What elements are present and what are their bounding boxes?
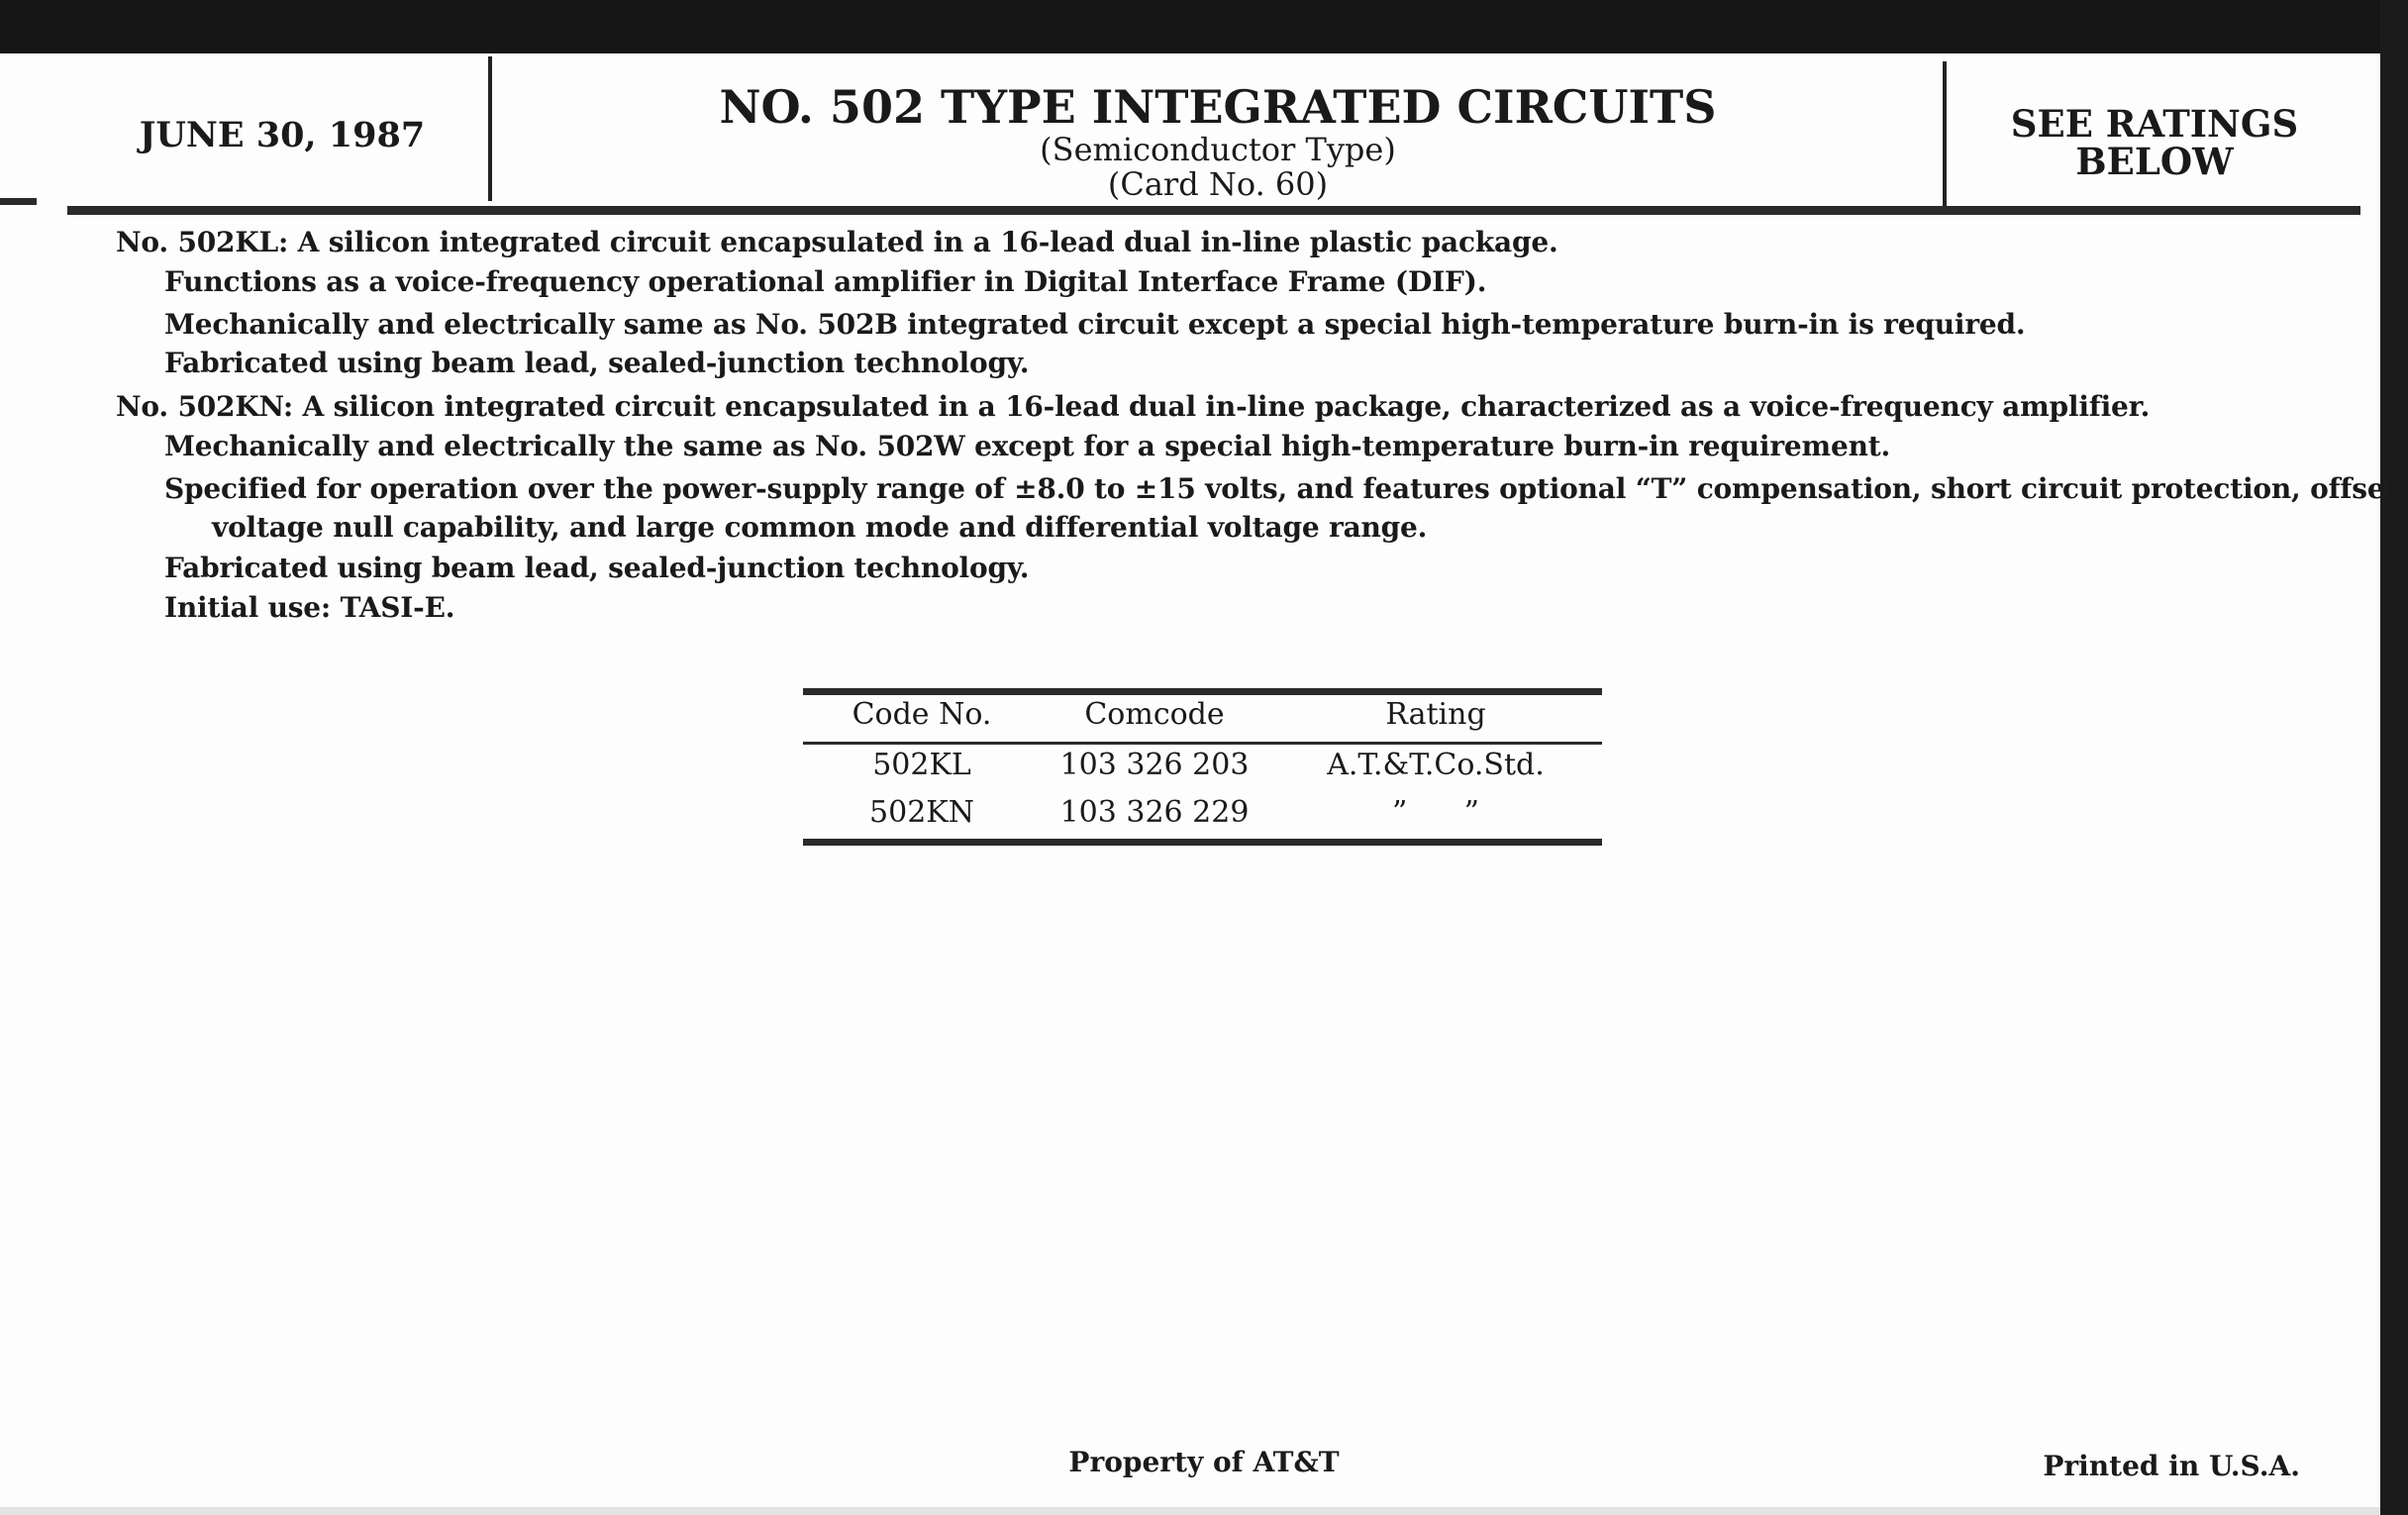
table-header-rating: Rating	[1385, 697, 1486, 732]
footer-printed: Printed in U.S.A.	[2043, 1450, 2300, 1482]
table-header-comcode: Comcode	[1084, 697, 1225, 732]
scan-border-right	[2380, 0, 2408, 1515]
table-header-rule	[803, 742, 1602, 745]
ratings-note-line1: SEE RATINGS	[2010, 102, 2299, 146]
scan-border-bottom	[0, 1507, 2380, 1515]
header-rule	[67, 206, 2360, 215]
card-number: (Card No. 60)	[1107, 165, 1329, 203]
card-date: JUNE 30, 1987	[139, 115, 426, 155]
table-top-rule	[803, 688, 1602, 695]
card-title: NO. 502 TYPE INTEGRATED CIRCUITS	[719, 80, 1717, 134]
table-cell-rating: A.T.&T.Co.Std.	[1327, 748, 1545, 782]
header-rule-stub	[0, 198, 37, 205]
table-header-code: Code No.	[852, 697, 992, 732]
ratings-note	[1947, 102, 2362, 183]
table-cell-rating: ” ”	[1392, 795, 1479, 830]
body-line: Fabricated using beam lead, sealed-junction technology.	[164, 347, 1030, 379]
table-cell-code: 502KN	[869, 795, 974, 830]
scan-border-top	[0, 0, 2408, 53]
table-cell-code: 502KL	[872, 748, 971, 782]
table-bottom-rule	[803, 839, 1602, 846]
footer-property: Property of AT&T	[1068, 1446, 1340, 1478]
body-line: Fabricated using beam lead, sealed-junction technology.	[164, 552, 1030, 584]
body-line: voltage null capability, and large common mode and differential voltage range.	[212, 511, 1428, 544]
body-line: Specified for operation over the power-supply range of ±8.0 to ±15 volts, and features optional “T” compensation, short circuit protection, offset	[164, 472, 2398, 505]
body-line: Functions as a voice-frequency operational amplifier in Digital Interface Frame (DIF).	[164, 265, 1487, 298]
card-subtitle: (Semiconductor Type)	[1040, 131, 1396, 168]
body-line: Mechanically and electrically the same as No. 502W except for a special high-temperature burn-in requirement.	[164, 430, 1891, 462]
body-line: Initial use: TASI-E.	[164, 591, 455, 624]
body-line: No. 502KN: A silicon integrated circuit encapsulated in a 16-lead dual in-line package, characterized as a voice-frequency amplifier.	[116, 390, 2151, 423]
table-cell-comcode: 103 326 229	[1059, 795, 1250, 830]
table-cell-comcode: 103 326 203	[1059, 748, 1250, 782]
ratings-note-line2: BELOW	[2075, 140, 2234, 183]
body-line: Mechanically and electrically same as No. 502B integrated circuit except a special high-temperature burn-in is required.	[164, 308, 2026, 341]
body-line: No. 502KL: A silicon integrated circuit encapsulated in a 16-lead dual in-line plastic package.	[116, 226, 1558, 258]
